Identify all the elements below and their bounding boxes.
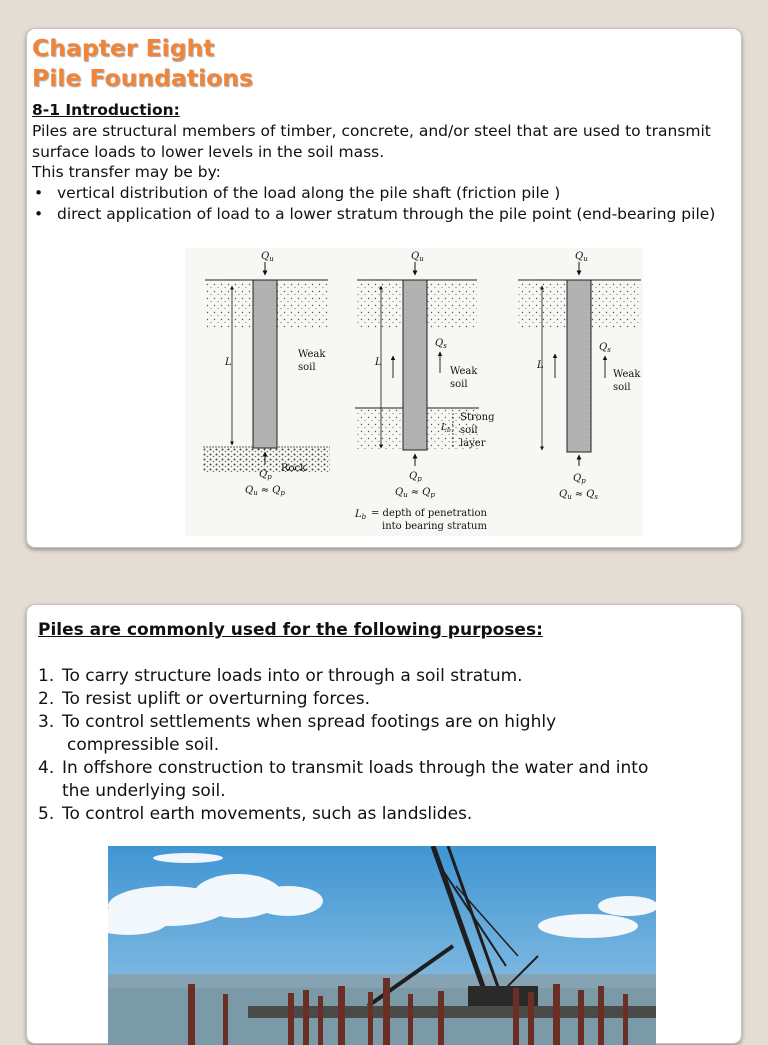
bullet-end-bearing-pile: • direct application of load to a lower stratum through the pile point (end-bearing pile) xyxy=(32,204,738,225)
label-qp: $Q_p$ xyxy=(259,469,272,481)
transfer-bullet-list xyxy=(32,183,738,225)
label-layer: layer xyxy=(460,438,486,449)
chapter-title xyxy=(32,33,253,93)
pile-driving-photo xyxy=(108,846,656,1045)
purpose-number: 4. xyxy=(38,758,55,778)
section-heading: 8-1 Introduction: xyxy=(32,101,180,119)
caption-line1: = depth of penetration xyxy=(371,508,487,519)
chapter-title-line1: Chapter Eight xyxy=(32,34,215,62)
label-soil: soil xyxy=(613,382,631,393)
equation-qu-qs: $Q_u \approx Q_s$ xyxy=(559,489,598,501)
crane-base xyxy=(468,986,538,1006)
slide-intro xyxy=(26,28,742,548)
purpose-number: 2. xyxy=(38,689,55,709)
bullet-friction-pile: • vertical distribution of the load along the pile shaft (friction pile ) xyxy=(32,183,738,204)
label-qs: $Q_s$ xyxy=(435,338,447,350)
purpose-text: To carry structure loads into or through a soil stratum. xyxy=(62,666,523,686)
label-length: L xyxy=(537,360,544,371)
barge xyxy=(248,1006,656,1018)
purpose-number: 3. xyxy=(38,712,55,732)
label-weak: Weak xyxy=(450,366,478,377)
purpose-text: To resist uplift or overturning forces. xyxy=(62,689,371,709)
purpose-text-continued: the underlying soil. xyxy=(62,781,226,801)
label-weak: Weak xyxy=(613,369,641,380)
label-qu: $Q_u$ xyxy=(411,251,424,263)
label-strong: Strong xyxy=(460,412,495,423)
pile-shaft xyxy=(253,280,277,448)
purpose-item xyxy=(38,665,738,688)
caption-lb-symbol: $L_b$ xyxy=(355,509,367,521)
caption-line2: into bearing stratum xyxy=(382,521,487,532)
label-soil-strong: soil xyxy=(460,425,478,436)
pile-types-diagram xyxy=(185,248,643,536)
purpose-text: To control earth movements, such as landslides. xyxy=(62,804,473,824)
purpose-item xyxy=(38,757,738,803)
label-length: L xyxy=(375,357,382,368)
purpose-item xyxy=(38,711,738,757)
slide-purposes xyxy=(26,604,742,1044)
purpose-item xyxy=(38,803,738,826)
purposes-list xyxy=(38,665,738,826)
chapter-title-line2: Pile Foundations xyxy=(32,64,253,92)
label-qu: $Q_u$ xyxy=(575,251,588,263)
purpose-text-continued: compressible soil. xyxy=(67,735,220,755)
purposes-text xyxy=(38,619,738,826)
equation-qu-qp: $Q_u \approx Q_p$ xyxy=(395,487,435,499)
label-lb: $L_b$ xyxy=(441,423,451,434)
pile-shaft xyxy=(403,280,427,450)
transfer-paragraph: This transfer may be by: xyxy=(32,163,221,182)
label-qp: $Q_p$ xyxy=(409,471,422,483)
pile-shaft xyxy=(567,280,591,452)
intro-paragraph: Piles are structural members of timber, concrete, and/or steel that are used to transmit surface loads to lower levels in the soil mass. xyxy=(32,121,711,161)
purpose-text: To control settlements when spread footings are on highly xyxy=(62,712,557,732)
purposes-heading: Piles are commonly used for the following purposes: xyxy=(38,620,543,640)
label-qu: $Q_u$ xyxy=(261,251,274,263)
intro-text xyxy=(32,100,738,225)
equation-qu-qp: $Q_u \approx Q_p$ xyxy=(245,485,285,497)
label-weak: Weak xyxy=(298,349,326,360)
label-qs: $Q_s$ xyxy=(599,342,611,354)
purpose-text: In offshore construction to transmit loads through the water and into xyxy=(62,758,649,778)
purpose-item xyxy=(38,688,738,711)
label-soil: soil xyxy=(298,362,316,373)
purpose-number: 1. xyxy=(38,666,55,686)
label-soil: soil xyxy=(450,379,468,390)
label-qp: $Q_p$ xyxy=(573,473,586,485)
label-rock: Rock xyxy=(281,463,307,474)
label-length: L xyxy=(225,357,232,368)
purpose-number: 5. xyxy=(38,804,55,824)
